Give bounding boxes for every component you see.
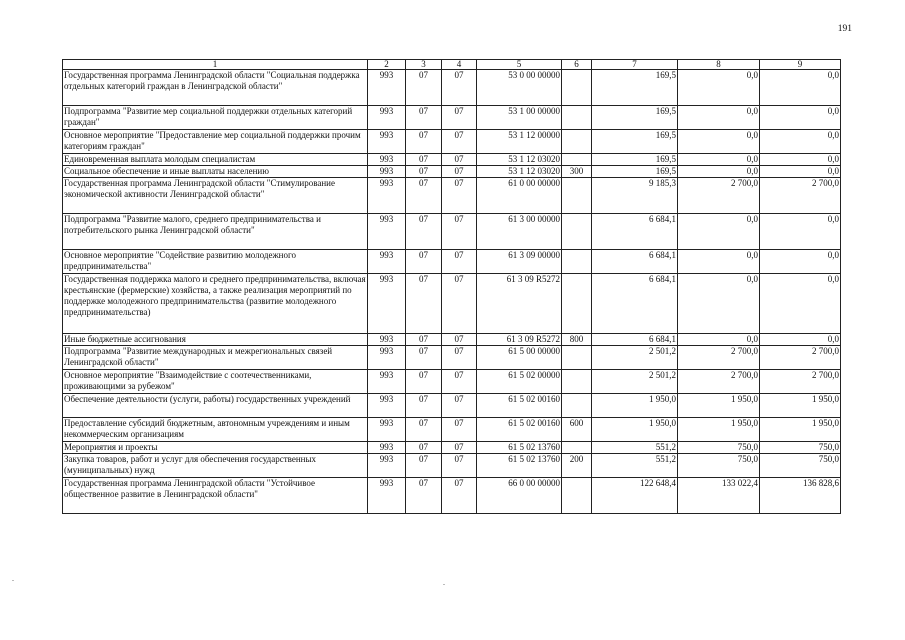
row-name: Мероприятия и проекты bbox=[63, 442, 368, 454]
table-row bbox=[63, 478, 841, 514]
column-header: 2 bbox=[368, 60, 406, 70]
row-section: 07 bbox=[406, 274, 442, 334]
row-amount-col7: 2 501,2 bbox=[592, 370, 678, 394]
row-amount-col9: 0,0 bbox=[760, 214, 841, 250]
table-row bbox=[63, 166, 841, 178]
row-section: 07 bbox=[406, 130, 442, 154]
table-row bbox=[63, 214, 841, 250]
table-row bbox=[63, 250, 841, 274]
row-target-article: 53 1 12 03020 bbox=[477, 166, 562, 178]
row-name: Единовременная выплата молодым специалистам bbox=[63, 154, 368, 166]
row-ministry-code: 993 bbox=[368, 214, 406, 250]
row-expense-type bbox=[562, 478, 592, 514]
row-name: Предоставление субсидий бюджетным, автономным учреждениям и иным некоммерческим организациям bbox=[63, 418, 368, 442]
row-amount-col9: 0,0 bbox=[760, 250, 841, 274]
table-row bbox=[63, 70, 841, 106]
row-ministry-code: 993 bbox=[368, 250, 406, 274]
row-target-article: 61 5 02 00160 bbox=[477, 394, 562, 418]
row-target-article: 53 0 00 00000 bbox=[477, 70, 562, 106]
row-section: 07 bbox=[406, 454, 442, 478]
row-amount-col9: 2 700,0 bbox=[760, 346, 841, 370]
row-section: 07 bbox=[406, 106, 442, 130]
budget-table bbox=[62, 59, 841, 514]
row-expense-type bbox=[562, 106, 592, 130]
row-subsection: 07 bbox=[442, 442, 477, 454]
row-amount-col7: 122 648,4 bbox=[592, 478, 678, 514]
column-header: 3 bbox=[406, 60, 442, 70]
table-row bbox=[63, 418, 841, 442]
row-amount-col9: 136 828,6 bbox=[760, 478, 841, 514]
row-section: 07 bbox=[406, 178, 442, 214]
row-target-article: 61 3 00 00000 bbox=[477, 214, 562, 250]
row-amount-col8: 1 950,0 bbox=[678, 418, 760, 442]
row-subsection: 07 bbox=[442, 418, 477, 442]
row-target-article: 53 1 00 00000 bbox=[477, 106, 562, 130]
row-section: 07 bbox=[406, 418, 442, 442]
row-amount-col8: 2 700,0 bbox=[678, 346, 760, 370]
row-amount-col9: 0,0 bbox=[760, 70, 841, 106]
row-name: Иные бюджетные ассигнования bbox=[63, 334, 368, 346]
table-row bbox=[63, 394, 841, 418]
row-expense-type bbox=[562, 346, 592, 370]
row-amount-col9: 0,0 bbox=[760, 274, 841, 334]
row-target-article: 66 0 00 00000 bbox=[477, 478, 562, 514]
row-ministry-code: 993 bbox=[368, 370, 406, 394]
row-amount-col9: 750,0 bbox=[760, 442, 841, 454]
row-name: Закупка товаров, работ и услуг для обеспечения государственных (муниципальных) нужд bbox=[63, 454, 368, 478]
row-section: 07 bbox=[406, 346, 442, 370]
row-subsection: 07 bbox=[442, 250, 477, 274]
row-subsection: 07 bbox=[442, 346, 477, 370]
row-name: Основное мероприятие "Содействие развитию молодежного предпринимательства" bbox=[63, 250, 368, 274]
row-ministry-code: 993 bbox=[368, 166, 406, 178]
row-amount-col7: 169,5 bbox=[592, 130, 678, 154]
row-amount-col7: 551,2 bbox=[592, 454, 678, 478]
row-amount-col7: 551,2 bbox=[592, 442, 678, 454]
row-expense-type bbox=[562, 70, 592, 106]
table-row bbox=[63, 334, 841, 346]
table-row bbox=[63, 106, 841, 130]
row-name: Обеспечение деятельности (услуги, работы) государственных учреждений bbox=[63, 394, 368, 418]
row-amount-col9: 0,0 bbox=[760, 130, 841, 154]
row-amount-col8: 0,0 bbox=[678, 274, 760, 334]
row-ministry-code: 993 bbox=[368, 334, 406, 346]
row-name: Государственная программа Ленинградской области "Устойчивое общественное развитие в Ленинградской области" bbox=[63, 478, 368, 514]
row-amount-col8: 750,0 bbox=[678, 454, 760, 478]
row-section: 07 bbox=[406, 478, 442, 514]
row-ministry-code: 993 bbox=[368, 478, 406, 514]
row-amount-col7: 9 185,3 bbox=[592, 178, 678, 214]
row-target-article: 61 5 02 13760 bbox=[477, 442, 562, 454]
row-ministry-code: 993 bbox=[368, 70, 406, 106]
table-row bbox=[63, 274, 841, 334]
row-name: Основное мероприятие "Предоставление мер социальной поддержки прочим категориям граждан" bbox=[63, 130, 368, 154]
row-name: Основное мероприятие "Взаимодействие с соотечественниками, проживающими за рубежом" bbox=[63, 370, 368, 394]
row-amount-col7: 6 684,1 bbox=[592, 214, 678, 250]
column-header: 7 bbox=[592, 60, 678, 70]
row-amount-col8: 0,0 bbox=[678, 130, 760, 154]
row-subsection: 07 bbox=[442, 178, 477, 214]
row-name: Подпрограмма "Развитие малого, среднего предпринимательства и потребительского рынка Ленинградской области" bbox=[63, 214, 368, 250]
row-amount-col8: 1 950,0 bbox=[678, 394, 760, 418]
row-expense-type: 800 bbox=[562, 334, 592, 346]
row-amount-col7: 6 684,1 bbox=[592, 334, 678, 346]
row-expense-type bbox=[562, 250, 592, 274]
row-amount-col7: 169,5 bbox=[592, 106, 678, 130]
row-expense-type: 200 bbox=[562, 454, 592, 478]
row-expense-type bbox=[562, 442, 592, 454]
row-subsection: 07 bbox=[442, 454, 477, 478]
row-name: Государственная программа Ленинградской области "Стимулирование экономической активности Ленинградской области" bbox=[63, 178, 368, 214]
row-ministry-code: 993 bbox=[368, 154, 406, 166]
column-header: 1 bbox=[63, 60, 368, 70]
row-amount-col9: 1 950,0 bbox=[760, 418, 841, 442]
row-subsection: 07 bbox=[442, 334, 477, 346]
row-amount-col8: 133 022,4 bbox=[678, 478, 760, 514]
row-amount-col7: 1 950,0 bbox=[592, 418, 678, 442]
header-row bbox=[63, 60, 841, 70]
row-target-article: 61 5 02 00160 bbox=[477, 418, 562, 442]
row-section: 07 bbox=[406, 154, 442, 166]
row-name: Подпрограмма "Развитие мер социальной поддержки отдельных категорий граждан" bbox=[63, 106, 368, 130]
row-target-article: 61 5 02 00000 bbox=[477, 370, 562, 394]
row-amount-col8: 0,0 bbox=[678, 106, 760, 130]
row-amount-col9: 2 700,0 bbox=[760, 370, 841, 394]
row-section: 07 bbox=[406, 166, 442, 178]
row-target-article: 53 1 12 03020 bbox=[477, 154, 562, 166]
row-amount-col9: 0,0 bbox=[760, 106, 841, 130]
row-section: 07 bbox=[406, 214, 442, 250]
column-header: 8 bbox=[678, 60, 760, 70]
row-name: Подпрограмма "Развитие международных и межрегиональных связей Ленинградской области" bbox=[63, 346, 368, 370]
row-expense-type bbox=[562, 178, 592, 214]
row-name: Государственная поддержка малого и среднего предпринимательства, включая крестьянские (фермерские) хозяйства, а также реализация мероприятий по поддержке молодежного предпринимательства (развитие молодежного предпринимательства) bbox=[63, 274, 368, 334]
row-amount-col9: 1 950,0 bbox=[760, 394, 841, 418]
row-section: 07 bbox=[406, 250, 442, 274]
row-section: 07 bbox=[406, 394, 442, 418]
row-expense-type bbox=[562, 394, 592, 418]
row-amount-col8: 2 700,0 bbox=[678, 178, 760, 214]
row-target-article: 61 5 00 00000 bbox=[477, 346, 562, 370]
row-section: 07 bbox=[406, 334, 442, 346]
row-ministry-code: 993 bbox=[368, 130, 406, 154]
column-header: 4 bbox=[442, 60, 477, 70]
row-ministry-code: 993 bbox=[368, 394, 406, 418]
row-amount-col7: 169,5 bbox=[592, 70, 678, 106]
row-amount-col7: 1 950,0 bbox=[592, 394, 678, 418]
scan-speck bbox=[12, 580, 14, 581]
row-amount-col7: 169,5 bbox=[592, 154, 678, 166]
column-header: 6 bbox=[562, 60, 592, 70]
row-ministry-code: 993 bbox=[368, 442, 406, 454]
row-amount-col8: 0,0 bbox=[678, 214, 760, 250]
column-header: 5 bbox=[477, 60, 562, 70]
table-row bbox=[63, 442, 841, 454]
row-amount-col9: 0,0 bbox=[760, 166, 841, 178]
table-row bbox=[63, 178, 841, 214]
row-amount-col8: 0,0 bbox=[678, 166, 760, 178]
row-amount-col8: 0,0 bbox=[678, 250, 760, 274]
row-target-article: 61 5 02 13760 bbox=[477, 454, 562, 478]
row-target-article: 61 0 00 00000 bbox=[477, 178, 562, 214]
row-subsection: 07 bbox=[442, 214, 477, 250]
row-amount-col8: 750,0 bbox=[678, 442, 760, 454]
row-expense-type bbox=[562, 274, 592, 334]
row-target-article: 61 3 09 R5272 bbox=[477, 274, 562, 334]
row-amount-col8: 2 700,0 bbox=[678, 370, 760, 394]
row-amount-col7: 6 684,1 bbox=[592, 250, 678, 274]
row-expense-type bbox=[562, 154, 592, 166]
row-ministry-code: 993 bbox=[368, 178, 406, 214]
row-amount-col9: 750,0 bbox=[760, 454, 841, 478]
table-row bbox=[63, 346, 841, 370]
row-amount-col7: 6 684,1 bbox=[592, 274, 678, 334]
row-name: Государственная программа Ленинградской области "Социальная поддержка отдельных категорий граждан в Ленинградской области" bbox=[63, 70, 368, 106]
scan-speck bbox=[443, 584, 445, 585]
row-amount-col9: 0,0 bbox=[760, 334, 841, 346]
row-name: Социальное обеспечение и иные выплаты населению bbox=[63, 166, 368, 178]
column-header: 9 bbox=[760, 60, 841, 70]
row-amount-col7: 2 501,2 bbox=[592, 346, 678, 370]
row-section: 07 bbox=[406, 442, 442, 454]
row-subsection: 07 bbox=[442, 166, 477, 178]
row-ministry-code: 993 bbox=[368, 454, 406, 478]
row-subsection: 07 bbox=[442, 274, 477, 334]
row-subsection: 07 bbox=[442, 154, 477, 166]
row-expense-type bbox=[562, 214, 592, 250]
row-subsection: 07 bbox=[442, 478, 477, 514]
table-row bbox=[63, 130, 841, 154]
row-expense-type bbox=[562, 370, 592, 394]
row-ministry-code: 993 bbox=[368, 418, 406, 442]
row-amount-col8: 0,0 bbox=[678, 154, 760, 166]
row-ministry-code: 993 bbox=[368, 346, 406, 370]
row-subsection: 07 bbox=[442, 106, 477, 130]
row-expense-type: 300 bbox=[562, 166, 592, 178]
row-section: 07 bbox=[406, 370, 442, 394]
row-subsection: 07 bbox=[442, 394, 477, 418]
row-amount-col8: 0,0 bbox=[678, 70, 760, 106]
row-expense-type bbox=[562, 130, 592, 154]
row-amount-col9: 0,0 bbox=[760, 154, 841, 166]
page-number: 191 bbox=[837, 24, 852, 34]
row-amount-col7: 169,5 bbox=[592, 166, 678, 178]
row-amount-col8: 0,0 bbox=[678, 334, 760, 346]
row-subsection: 07 bbox=[442, 130, 477, 154]
row-ministry-code: 993 bbox=[368, 106, 406, 130]
table-row bbox=[63, 454, 841, 478]
row-expense-type: 600 bbox=[562, 418, 592, 442]
row-subsection: 07 bbox=[442, 370, 477, 394]
row-amount-col9: 2 700,0 bbox=[760, 178, 841, 214]
row-section: 07 bbox=[406, 70, 442, 106]
table-row bbox=[63, 370, 841, 394]
row-target-article: 61 3 09 00000 bbox=[477, 250, 562, 274]
row-subsection: 07 bbox=[442, 70, 477, 106]
row-ministry-code: 993 bbox=[368, 274, 406, 334]
row-target-article: 61 3 09 R5272 bbox=[477, 334, 562, 346]
row-target-article: 53 1 12 00000 bbox=[477, 130, 562, 154]
table-row bbox=[63, 154, 841, 166]
